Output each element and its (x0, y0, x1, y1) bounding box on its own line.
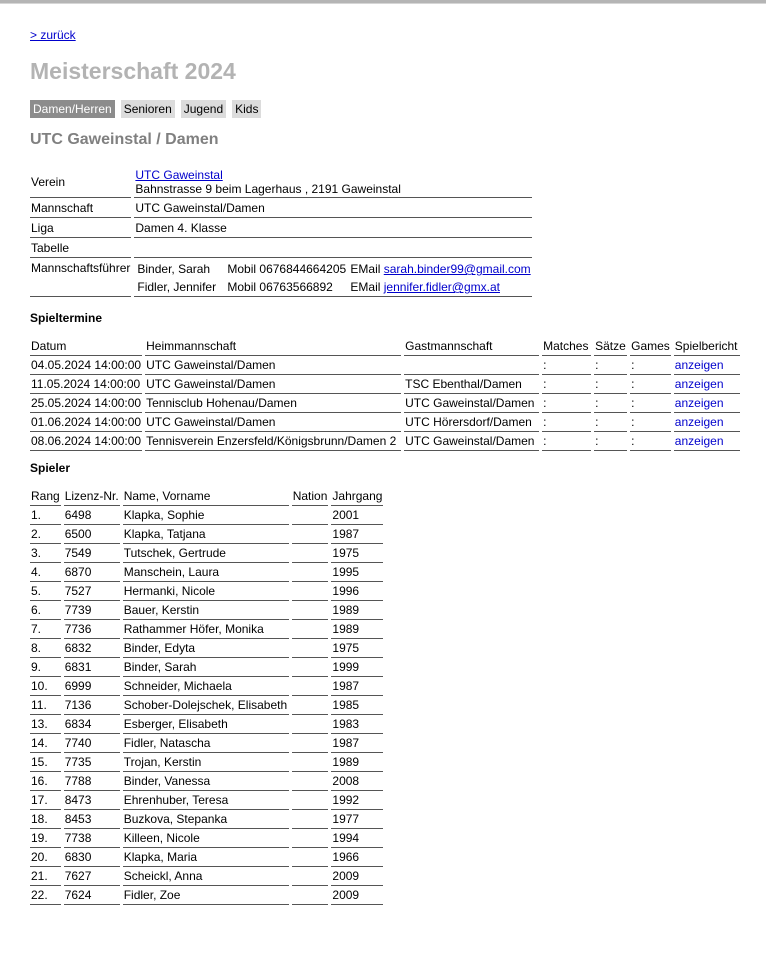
fixtures-col-header: Matches (542, 337, 591, 356)
player-jahrgang: 1989 (331, 601, 383, 620)
player-name: Buzkova, Stepanka (123, 810, 289, 829)
team-title: UTC Gaweinstal / Damen (30, 131, 219, 148)
player-rang: 22. (30, 886, 61, 905)
tab-damen-herren[interactable]: Damen/Herren (30, 100, 115, 118)
liga-value: Damen 4. Klasse (134, 218, 532, 238)
player-name: Rathammer Höfer, Monika (123, 620, 289, 639)
player-nation (292, 810, 329, 829)
player-row (30, 734, 383, 753)
player-rang: 5. (30, 582, 61, 601)
fixtures-col-header: Spielbericht (674, 337, 740, 356)
player-lizenz: 6830 (64, 848, 120, 867)
player-lizenz: 7739 (64, 601, 120, 620)
fixture-gast (404, 356, 539, 375)
player-jahrgang: 2001 (331, 506, 383, 525)
player-name: Hermanki, Nicole (123, 582, 289, 601)
player-jahrgang: 1994 (331, 829, 383, 848)
player-nation (292, 696, 329, 715)
player-rang: 2. (30, 525, 61, 544)
player-row (30, 867, 383, 886)
fixture-datum: 04.05.2024 14:00:00 (30, 356, 142, 375)
player-nation (292, 734, 329, 753)
fixture-row (30, 356, 740, 375)
fixture-heim: UTC Gaweinstal/Damen (145, 413, 401, 432)
report-link[interactable]: anzeigen (674, 377, 724, 391)
player-nation (292, 544, 329, 563)
players-col-header: Nation (292, 487, 329, 506)
player-nation (292, 886, 329, 905)
player-nation (292, 582, 329, 601)
player-jahrgang: 1966 (331, 848, 383, 867)
player-rang: 21. (30, 867, 61, 886)
fixture-report-cell (674, 394, 740, 413)
verein-label: Verein (30, 166, 131, 198)
fixtures-header-row (30, 337, 740, 356)
leader-email-cell (350, 262, 531, 276)
fixture-matches: : (542, 394, 591, 413)
player-name: Klapka, Tatjana (123, 525, 289, 544)
player-jahrgang: 1999 (331, 658, 383, 677)
player-rang: 15. (30, 753, 61, 772)
tab-senioren[interactable]: Senioren (121, 100, 175, 118)
tab-jugend[interactable]: Jugend (181, 100, 226, 118)
leader-email-link[interactable]: jennifer.fidler@gmx.at (383, 280, 500, 294)
player-row (30, 715, 383, 734)
player-rang: 1. (30, 506, 61, 525)
player-lizenz: 8453 (64, 810, 120, 829)
player-rang: 9. (30, 658, 61, 677)
fixture-row (30, 413, 740, 432)
report-link[interactable]: anzeigen (674, 396, 724, 410)
fixture-gast: TSC Ebenthal/Damen (404, 375, 539, 394)
player-jahrgang: 2008 (331, 772, 383, 791)
player-nation (292, 772, 329, 791)
player-nation (292, 563, 329, 582)
leader-mobile: Mobil 0676844664205 (227, 262, 347, 276)
mannschaft-row (30, 198, 532, 218)
player-lizenz: 7527 (64, 582, 120, 601)
leader-email-link[interactable]: sarah.binder99@gmail.com (383, 262, 531, 276)
player-jahrgang: 1977 (331, 810, 383, 829)
fixtures-col-header: Gastmannschaft (404, 337, 539, 356)
player-rang: 10. (30, 677, 61, 696)
player-rang: 11. (30, 696, 61, 715)
player-lizenz: 7736 (64, 620, 120, 639)
players-col-header: Name, Vorname (123, 487, 289, 506)
player-name: Binder, Sarah (123, 658, 289, 677)
liga-row (30, 218, 532, 238)
players-header-row (30, 487, 383, 506)
player-name: Killeen, Nicole (123, 829, 289, 848)
player-lizenz: 6832 (64, 639, 120, 658)
leader-email-cell (350, 280, 531, 294)
player-row (30, 677, 383, 696)
leader-email-label: EMail (350, 280, 381, 294)
fixture-heim: UTC Gaweinstal/Damen (145, 356, 401, 375)
spieltermine-heading: Spieltermine (30, 311, 103, 325)
player-row (30, 791, 383, 810)
player-jahrgang: 1989 (331, 753, 383, 772)
players-col-header: Jahrgang (331, 487, 383, 506)
player-name: Klapka, Maria (123, 848, 289, 867)
player-nation (292, 829, 329, 848)
fixture-gast: UTC Hörersdorf/Damen (404, 413, 539, 432)
player-rang: 3. (30, 544, 61, 563)
player-lizenz: 7788 (64, 772, 120, 791)
fixture-matches: : (542, 375, 591, 394)
player-jahrgang: 1987 (331, 734, 383, 753)
leader-mobile: Mobil 06763566892 (227, 280, 333, 294)
player-nation (292, 848, 329, 867)
tabelle-value (134, 238, 532, 258)
fixture-row (30, 432, 740, 451)
player-jahrgang: 1987 (331, 525, 383, 544)
players-col-header: Rang (30, 487, 61, 506)
tab-kids[interactable]: Kids (232, 100, 261, 118)
player-row (30, 506, 383, 525)
player-row (30, 525, 383, 544)
fixture-heim: Tennisverein Enzersfeld/Königsbrunn/Damen 2 (145, 432, 401, 451)
fixture-row (30, 375, 740, 394)
player-lizenz: 7136 (64, 696, 120, 715)
category-tabs (30, 100, 261, 118)
fixtures-col-header: Datum (30, 337, 142, 356)
player-jahrgang: 1995 (331, 563, 383, 582)
verein-row (30, 166, 532, 198)
mannschaftsfuehrer-row (30, 258, 532, 297)
fixture-report-cell (674, 413, 740, 432)
player-jahrgang: 1975 (331, 544, 383, 563)
player-lizenz: 7738 (64, 829, 120, 848)
player-nation (292, 658, 329, 677)
player-rang: 17. (30, 791, 61, 810)
player-row (30, 772, 383, 791)
player-row (30, 658, 383, 677)
fixture-matches: : (542, 356, 591, 375)
player-row (30, 639, 383, 658)
player-name: Bauer, Kerstin (123, 601, 289, 620)
player-name: Trojan, Kerstin (123, 753, 289, 772)
player-nation (292, 753, 329, 772)
player-row (30, 601, 383, 620)
fixtures-table (27, 337, 743, 451)
player-name: Fidler, Zoe (123, 886, 289, 905)
player-lizenz: 6500 (64, 525, 120, 544)
player-rang: 16. (30, 772, 61, 791)
player-row (30, 620, 383, 639)
leader-email-label: EMail (350, 262, 381, 276)
player-name: Esberger, Elisabeth (123, 715, 289, 734)
back-link[interactable]: > zurück (30, 28, 76, 42)
fixture-row (30, 394, 740, 413)
fixtures-col-header: Sätze (594, 337, 627, 356)
player-nation (292, 791, 329, 810)
fixture-report-cell (674, 356, 740, 375)
fixture-games: : (630, 375, 671, 394)
player-rang: 8. (30, 639, 61, 658)
player-lizenz: 8473 (64, 791, 120, 810)
mannschaft-value: UTC Gaweinstal/Damen (134, 198, 532, 218)
report-link[interactable]: anzeigen (674, 434, 724, 448)
player-row (30, 810, 383, 829)
player-name: Ehrenhuber, Teresa (123, 791, 289, 810)
leader-name: Binder, Sarah (137, 262, 211, 276)
fixture-games: : (630, 432, 671, 451)
player-jahrgang: 1987 (331, 677, 383, 696)
fixture-saetze: : (594, 432, 627, 451)
page-title: Meisterschaft 2024 (30, 58, 236, 84)
player-lizenz: 7735 (64, 753, 120, 772)
player-nation (292, 601, 329, 620)
player-nation (292, 715, 329, 734)
liga-label: Liga (30, 218, 131, 238)
fixture-datum: 01.06.2024 14:00:00 (30, 413, 142, 432)
player-name: Tutschek, Gertrude (123, 544, 289, 563)
player-rang: 20. (30, 848, 61, 867)
player-name: Manschein, Laura (123, 563, 289, 582)
player-rang: 19. (30, 829, 61, 848)
player-rang: 18. (30, 810, 61, 829)
player-jahrgang: 1975 (331, 639, 383, 658)
fixture-heim: Tennisclub Hohenau/Damen (145, 394, 401, 413)
player-row (30, 753, 383, 772)
fixture-report-cell (674, 432, 740, 451)
player-nation (292, 506, 329, 525)
fixture-games: : (630, 394, 671, 413)
mannschaftsfuehrer-label: Mannschaftsführer (30, 258, 131, 297)
player-jahrgang: 2009 (331, 886, 383, 905)
player-nation (292, 525, 329, 544)
player-name: Binder, Edyta (123, 639, 289, 658)
player-name: Schober-Dolejschek, Elisabeth (123, 696, 289, 715)
players-table (27, 487, 386, 905)
player-nation (292, 639, 329, 658)
player-nation (292, 677, 329, 696)
player-row (30, 544, 383, 563)
players-col-header: Lizenz-Nr. (64, 487, 120, 506)
player-name: Klapka, Sophie (123, 506, 289, 525)
spieler-heading: Spieler (30, 461, 71, 475)
player-rang: 6. (30, 601, 61, 620)
player-row (30, 848, 383, 867)
player-jahrgang: 2009 (331, 867, 383, 886)
team-leaders-list (135, 261, 531, 296)
fixture-datum: 25.05.2024 14:00:00 (30, 394, 142, 413)
player-lizenz: 6999 (64, 677, 120, 696)
leader-name: Fidler, Jennifer (137, 280, 217, 294)
player-jahrgang: 1985 (331, 696, 383, 715)
player-lizenz: 7624 (64, 886, 120, 905)
fixture-games: : (630, 413, 671, 432)
fixture-games: : (630, 356, 671, 375)
fixtures-col-header: Heimmannschaft (145, 337, 401, 356)
tabelle-row (30, 238, 532, 258)
fixture-datum: 08.06.2024 14:00:00 (30, 432, 142, 451)
fixture-saetze: : (594, 413, 627, 432)
player-jahrgang: 1992 (331, 791, 383, 810)
fixture-gast: UTC Gaweinstal/Damen (404, 432, 539, 451)
player-lizenz: 7740 (64, 734, 120, 753)
player-jahrgang: 1989 (331, 620, 383, 639)
fixture-datum: 11.05.2024 14:00:00 (30, 375, 142, 394)
fixture-saetze: : (594, 356, 627, 375)
player-lizenz: 6834 (64, 715, 120, 734)
player-row (30, 696, 383, 715)
fixtures-col-header: Games (630, 337, 671, 356)
player-row (30, 563, 383, 582)
fixture-matches: : (542, 432, 591, 451)
player-row (30, 829, 383, 848)
report-link[interactable]: anzeigen (674, 358, 724, 372)
mannschaft-label: Mannschaft (30, 198, 131, 218)
verein-address: Bahnstrasse 9 beim Lagerhaus , 2191 Gaweinstal (135, 182, 401, 196)
verein-link[interactable]: UTC Gaweinstal (135, 168, 223, 182)
fixture-matches: : (542, 413, 591, 432)
fixture-saetze: : (594, 394, 627, 413)
window-top-border (0, 0, 766, 4)
tabelle-label: Tabelle (30, 238, 131, 258)
player-lizenz: 7549 (64, 544, 120, 563)
player-name: Binder, Vanessa (123, 772, 289, 791)
player-rang: 14. (30, 734, 61, 753)
team-info-table (27, 166, 535, 297)
player-name: Schneider, Michaela (123, 677, 289, 696)
fixture-gast: UTC Gaweinstal/Damen (404, 394, 539, 413)
player-jahrgang: 1996 (331, 582, 383, 601)
player-lizenz: 6870 (64, 563, 120, 582)
report-link[interactable]: anzeigen (674, 415, 724, 429)
player-lizenz: 7627 (64, 867, 120, 886)
player-lizenz: 6831 (64, 658, 120, 677)
player-name: Scheickl, Anna (123, 867, 289, 886)
player-rang: 13. (30, 715, 61, 734)
player-nation (292, 620, 329, 639)
player-name: Fidler, Natascha (123, 734, 289, 753)
fixture-report-cell (674, 375, 740, 394)
player-nation (292, 867, 329, 886)
player-lizenz: 6498 (64, 506, 120, 525)
fixture-saetze: : (594, 375, 627, 394)
fixture-heim: UTC Gaweinstal/Damen (145, 375, 401, 394)
player-rang: 7. (30, 620, 61, 639)
player-row (30, 582, 383, 601)
player-row (30, 886, 383, 905)
player-rang: 4. (30, 563, 61, 582)
player-jahrgang: 1983 (331, 715, 383, 734)
